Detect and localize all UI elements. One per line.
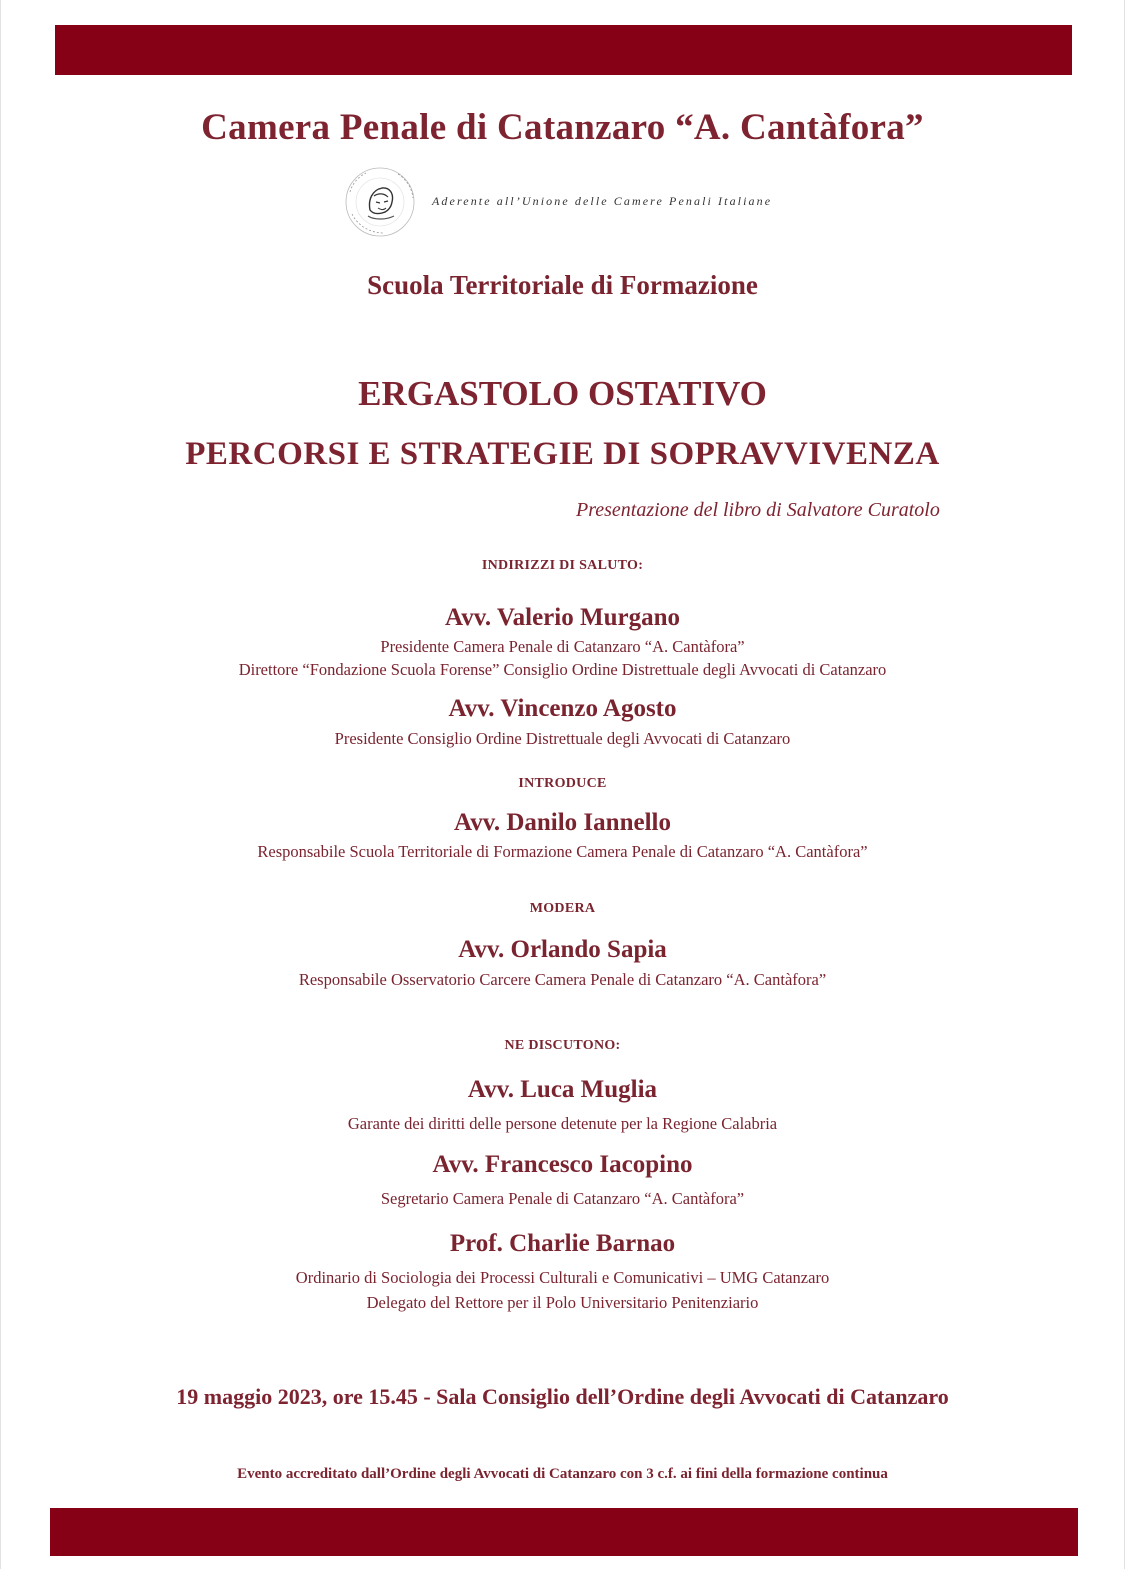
section-moderates: MODERA	[529, 901, 596, 916]
speaker-role: Ordinario di Sociologia dei Processi Culturali e Comunicativi – UMG Catanzaro	[295, 1268, 830, 1287]
section-introduces: INTRODUCE	[518, 776, 607, 791]
speaker-role: Segretario Camera Penale di Catanzaro “A. Cantàfora”	[380, 1189, 745, 1208]
speaker-name: Prof. Charlie Barnao	[449, 1230, 676, 1257]
speaker-name: Avv. Francesco Iacopino	[432, 1151, 693, 1178]
school-title: Scuola Territoriale di Formazione	[367, 270, 758, 300]
accreditation-note: Evento accreditato dall’Ordine degli Avvocati di Catanzaro con 3 c.f. ai fini della formazione continua	[237, 1466, 888, 1482]
event-date-location: 19 maggio 2023, ore 15.45 - Sala Consiglio dell’Ordine degli Avvocati di Catanzaro	[176, 1384, 949, 1409]
speaker-role: Responsabile Osservatorio Carcere Camera Penale di Catanzaro “A. Cantàfora”	[298, 970, 827, 989]
bottom-color-band	[50, 1508, 1078, 1556]
camera-penale-seal-icon	[338, 166, 422, 238]
speaker-name: Avv. Valerio Murgano	[445, 604, 680, 631]
speaker-role: Responsabile Scuola Territoriale di Formazione Camera Penale di Catanzaro “A. Cantàfora”	[257, 842, 868, 861]
event-title: ERGASTOLO OSTATIVO	[358, 374, 767, 413]
section-discuss: NE DISCUTONO:	[504, 1038, 621, 1053]
speaker-role: Presidente Consiglio Ordine Distrettuale degli Avvocati di Catanzaro	[334, 729, 791, 748]
section-greetings: INDIRIZZI DI SALUTO:	[481, 558, 644, 573]
top-color-band	[55, 25, 1072, 75]
event-subtitle: PERCORSI E STRATEGIE DI SOPRAVVIVENZA	[185, 436, 940, 472]
speaker-role: Delegato del Rettore per il Polo Universitario Penitenziario	[366, 1293, 759, 1312]
speaker-name: Avv. Luca Muglia	[467, 1076, 658, 1103]
adherent-caption: Aderente all’Unione delle Camere Penali Italiane	[432, 194, 773, 208]
speaker-role: Garante dei diritti delle persone detenute per la Regione Calabria	[347, 1114, 778, 1133]
speaker-role: Direttore “Fondazione Scuola Forense” Consiglio Ordine Distrettuale degli Avvocati di Catanzaro	[238, 660, 887, 679]
speaker-name: Avv. Danilo Iannello	[454, 809, 671, 836]
speaker-name: Avv. Vincenzo Agosto	[448, 695, 677, 722]
speaker-role: Presidente Camera Penale di Catanzaro “A. Cantàfora”	[380, 637, 745, 656]
speaker-name: Avv. Orlando Sapia	[458, 936, 667, 963]
organization-title: Camera Penale di Catanzaro “A. Cantàfora”	[201, 107, 924, 148]
book-presentation: Presentazione del libro di Salvatore Curatolo	[576, 499, 940, 521]
